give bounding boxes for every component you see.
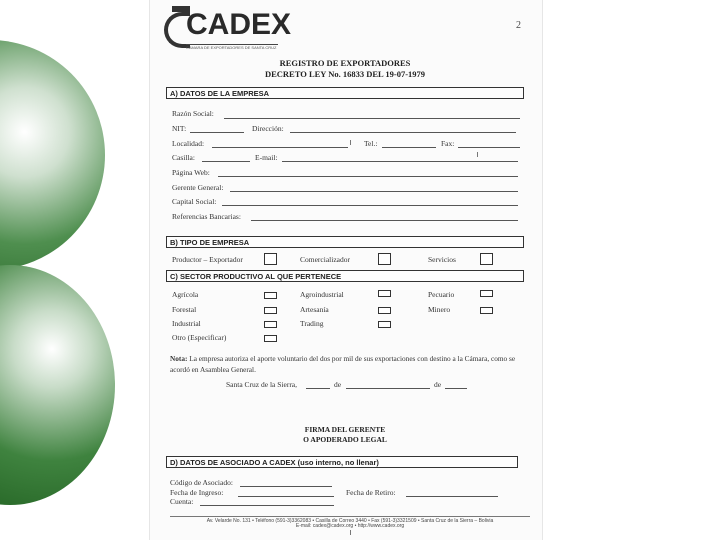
referencias-field[interactable] [251, 220, 518, 221]
gerente-field[interactable] [230, 191, 518, 192]
industrial-label: Industrial [172, 319, 201, 328]
capital-label: Capital Social: [172, 197, 217, 206]
otro-label: Otro (Especificar) [172, 333, 227, 342]
fax-field[interactable] [458, 147, 520, 148]
fecha-ingreso-field[interactable] [238, 496, 334, 497]
pagina-web-label: Página Web: [172, 168, 210, 177]
decorative-green-circle-top [0, 40, 105, 270]
section-d-header: D) DATOS DE ASOCIADO A CADEX (uso interno, no llenar) [166, 456, 518, 468]
razon-social-label: Razón Social: [172, 109, 214, 118]
date-city-label: Santa Cruz de la Sierra, [226, 380, 298, 389]
cadex-logo: CADEX [186, 8, 292, 41]
fecha-retiro-label: Fecha de Retiro: [346, 488, 396, 497]
agroindustrial-checkbox[interactable] [378, 290, 391, 297]
direccion-label: Dirección: [252, 124, 284, 133]
trading-checkbox[interactable] [378, 321, 391, 328]
tel-field[interactable] [382, 147, 436, 148]
signature-subtitle: O APODERADO LEGAL [303, 435, 387, 444]
productor-checkbox[interactable] [264, 253, 277, 265]
forestal-checkbox[interactable] [264, 307, 277, 314]
email-label: E-mail: [255, 153, 278, 162]
pagina-web-field[interactable] [218, 176, 518, 177]
scan-mark [350, 140, 351, 145]
agricola-checkbox[interactable] [264, 292, 277, 299]
pecuario-checkbox[interactable] [480, 290, 493, 297]
note-text: La empresa autoriza el aporte voluntario del dos por mil de sus exportaciones con destino a la Cámara, como se acordó en Asamblea General. [170, 354, 516, 374]
signature-title: FIRMA DEL GERENTE [304, 425, 386, 434]
minero-label: Minero [428, 305, 451, 314]
artesania-checkbox[interactable] [378, 307, 391, 314]
artesania-label: Artesanía [300, 305, 329, 314]
fecha-ingreso-label: Fecha de Ingreso: [170, 488, 224, 497]
contribution-note [170, 353, 520, 375]
gerente-label: Gerente General: [172, 183, 224, 192]
section-b-header: B) TIPO DE EMPRESA [166, 236, 524, 248]
date-day-field[interactable] [306, 388, 330, 389]
codigo-label: Código de Asociado: [170, 478, 233, 487]
casilla-field[interactable] [202, 161, 250, 162]
agroindustrial-label: Agroindustrial [300, 290, 344, 299]
scan-mark [477, 152, 478, 157]
nit-field[interactable] [190, 132, 244, 133]
referencias-label: Referencias Bancarias: [172, 212, 241, 221]
scan-mark [350, 530, 351, 535]
form-decree: DECRETO LEY No. 16833 DEL 19-07-1979 [264, 69, 426, 79]
footer-contact: E-mail: cadex@cadex.org • http://www.cadex.org [295, 523, 405, 529]
page-number: 2 [516, 20, 521, 31]
tel-label: Tel.: [364, 139, 378, 148]
cuenta-label: Cuenta: [170, 497, 194, 506]
minero-checkbox[interactable] [480, 307, 493, 314]
cuenta-field[interactable] [200, 505, 334, 506]
fecha-retiro-field[interactable] [406, 496, 498, 497]
capital-field[interactable] [222, 205, 518, 206]
footer-address: Av. Velarde No. 131 • Teléfono (591-3)3362083 • Casilla de Correo 3440 • Fax (591-3)3321509 • Santa Cruz de la Sierra – Bolivia [170, 516, 530, 524]
note-label: Nota: [170, 354, 188, 363]
nit-label: NIT: [172, 124, 187, 133]
logo-subtitle: CAMARA DE EXPORTADORES DE SANTA CRUZ [186, 45, 277, 50]
pecuario-label: Pecuario [428, 290, 455, 299]
section-c-header: C) SECTOR PRODUCTIVO AL QUE PERTENECE [166, 270, 524, 282]
email-field[interactable] [282, 161, 518, 162]
fax-label: Fax: [441, 139, 455, 148]
industrial-checkbox[interactable] [264, 321, 277, 328]
form-title: REGISTRO DE EXPORTADORES [279, 58, 411, 68]
date-year-field[interactable] [445, 388, 467, 389]
codigo-field[interactable] [240, 486, 332, 487]
casilla-label: Casilla: [172, 153, 195, 162]
servicios-checkbox[interactable] [480, 253, 493, 265]
date-month-field[interactable] [346, 388, 430, 389]
trading-label: Trading [300, 319, 324, 328]
localidad-field[interactable] [212, 147, 348, 148]
date-de-label-1: de [334, 380, 342, 389]
document-page [150, 0, 542, 540]
agricola-label: Agrícola [172, 290, 199, 299]
comercializador-checkbox[interactable] [378, 253, 391, 265]
localidad-label: Localidad: [172, 139, 205, 148]
date-de-label-2: de [434, 380, 442, 389]
forestal-label: Forestal [172, 305, 197, 314]
productor-label: Productor – Exportador [172, 255, 243, 264]
decorative-green-circle-bottom [0, 265, 115, 505]
servicios-label: Servicios [428, 255, 456, 264]
direccion-field[interactable] [290, 132, 516, 133]
razon-social-field[interactable] [224, 118, 520, 119]
otro-checkbox[interactable] [264, 335, 277, 342]
section-a-header: A) DATOS DE LA EMPRESA [166, 87, 524, 99]
comercializador-label: Comercializador [300, 255, 350, 264]
